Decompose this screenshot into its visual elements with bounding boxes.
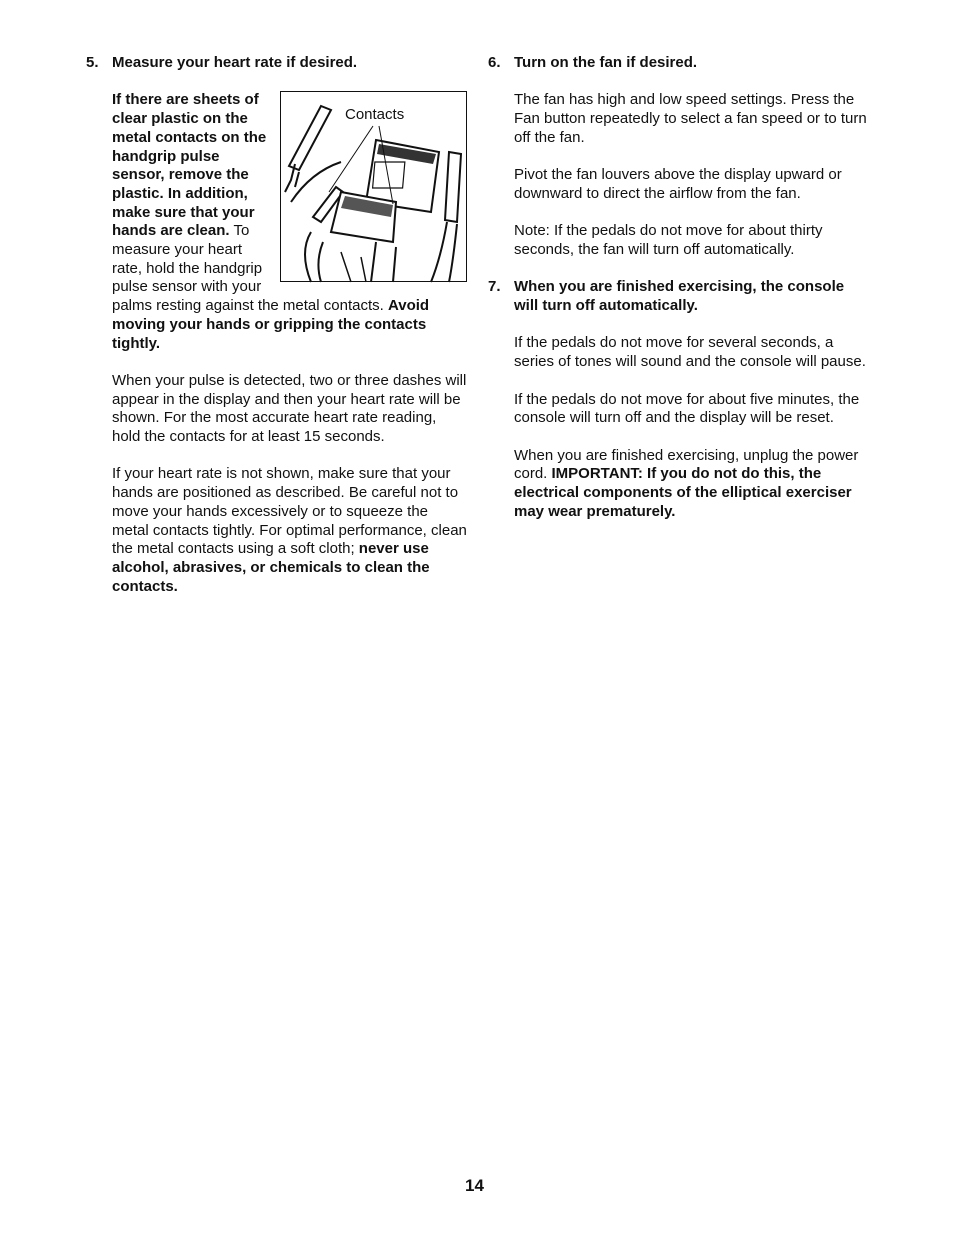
step-5-section [112, 54, 467, 596]
step-6-heading: Turn on the fan if desired. [514, 54, 698, 71]
step-6-paragraph-3: Note: If the pedals do not move for about thirty seconds, the fan will turn off automatically. [514, 222, 823, 258]
step-7-p3-bold: IMPORTANT: If you do not do this, the electrical components of the elliptical exerciser may wear prematurely. [514, 465, 852, 520]
step-5-p1-text: To measure your heart rate, hold the handgrip pulse sensor with your palms resting against the metal contacts. [112, 222, 388, 315]
step-7-paragraph-1: If the pedals do not move for several seconds, a series of tones will sound and the console will pause. [514, 334, 866, 371]
step-5-p3-bold: never use alcohol, abrasives, or chemicals to clean the contacts. [112, 540, 430, 595]
step-5-p1-bold2: Avoid moving your hands or gripping the contacts tightly. [112, 297, 430, 352]
step-7-paragraph-3 [514, 447, 869, 522]
console-figure [280, 91, 467, 282]
step-5-number: 5. [86, 54, 99, 71]
step-5-paragraph-3 [112, 465, 467, 596]
step-5-paragraph-2: When your pulse is detected, two or three dashes will appear in the display and then your heart rate will be shown. For the most accurate heart rate reading, hold the contacts for at least 15 seconds. [112, 371, 467, 446]
step-6-paragraph-2: Pivot the fan louvers above the display upward or downward to direct the airflow from the fan. [514, 166, 842, 202]
steps-6-7-section [514, 54, 869, 521]
contacts-label: Contacts [345, 106, 405, 124]
step-5-p1-bold: If there are sheets of clear plastic on the metal contacts on the handgrip pulse sensor, remove the plastic. In addition, make sure that your hands are clean. [112, 91, 267, 240]
page-number: 14 [465, 1176, 484, 1195]
step-7-paragraph-2: If the pedals do not move for about five minutes, the console will turn off and the display will be reset. [514, 390, 860, 427]
step-7-p3-text: When you are finished exercising, unplug the power cord. [514, 446, 859, 483]
step-6-number: 6. [488, 54, 501, 71]
step-7-heading: When you are finished exercising, the console will turn off automatically. [514, 278, 845, 315]
step-5-p3-text: If your heart rate is not shown, make sure that your hands are positioned as described. Be careful not to move your hands excessively or to squeeze the metal contacts tightly. For optimal performance, clean the metal contacts using a soft cloth; [112, 465, 467, 558]
step-7-number: 7. [488, 278, 501, 296]
step-5-heading: Measure your heart rate if desired. [112, 54, 358, 71]
step-6-paragraph-1: The fan has high and low speed settings. Press the Fan button repeatedly to select a fan speed or to turn off the fan. [514, 91, 867, 146]
